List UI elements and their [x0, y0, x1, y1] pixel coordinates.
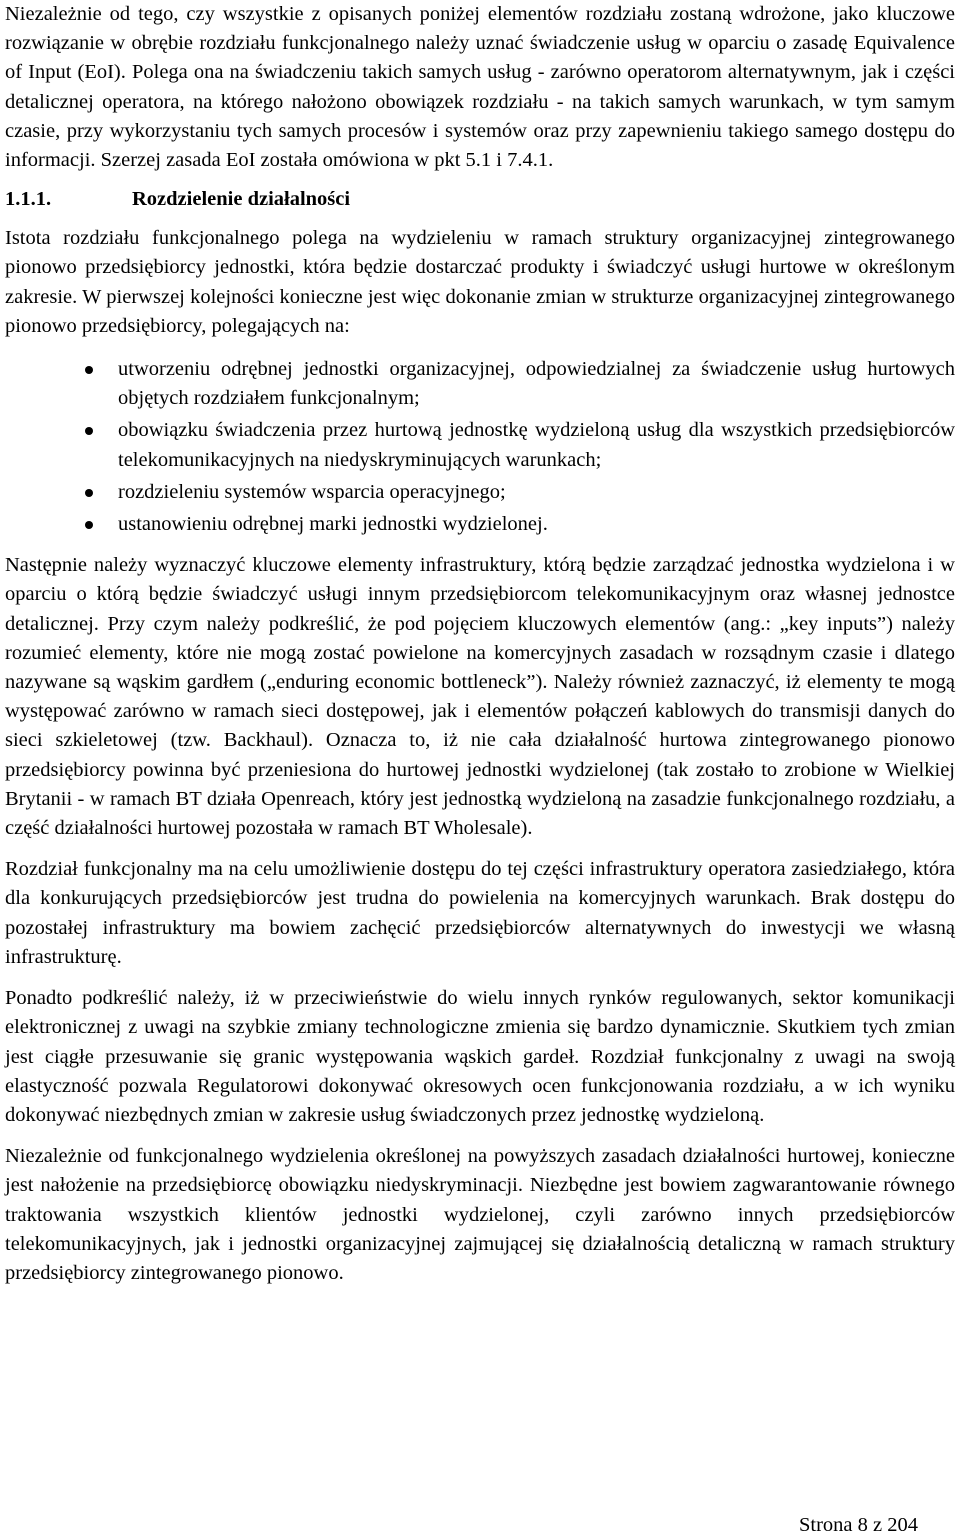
- paragraph-key-inputs: Następnie należy wyznaczyć kluczowe elementy infrastruktury, którą będzie zarządzać jednostka wydzielona i w oparciu o którą będzie świadczyć usługi innym przedsiębiorcom telekomunikacyjnym oraz własnej jednostce detalicznej. Przy czym należy podkreślić, że pod pojęciem kluczowych elementów (ang.: „key inputs”) należy rozumieć elementy, które nie mogą zostać powielone na komercyjnych zasadach w rozsądnym czasie i dlatego nazywane są wąskim gardłem („enduring economic bottleneck”). Należy również zaznaczyć, iż elementy te mogą występować zarówno w ramach sieci dostępowej, jak i elementów połączeń kablowych do transmisji danych do sieci szkieletowej (tzw. Backhaul). Oznacza to, iż nie cała działalność hurtowa zintegrowanego pionowo przedsiębiorcy powinna być przeniesiona do hurtowej jednostki wydzielonej (tak zostało to zrobione w Wielkiej Brytanii - w ramach BT działa Openreach, który jest jednostką wydzieloną na zasadzie funkcjonalnego rozdziału, a część działalności hurtowej pozostała w ramach BT Wholesale).: [5, 554, 955, 840]
- list-item-text: rozdzieleniu systemów wsparcia operacyjnego;: [118, 480, 506, 503]
- list-item: [5, 478, 955, 507]
- bullet-icon: [85, 489, 93, 497]
- list-item: [5, 355, 955, 413]
- list-item-text: obowiązku świadczenia przez hurtową jednostkę wydzieloną usług dla wszystkich przedsiębiorców telekomunikacyjnych na niedyskryminujących warunkach;: [118, 419, 955, 471]
- list-item-text: ustanowieniu odrębnej marki jednostki wydzielonej.: [118, 513, 548, 536]
- paragraph-infrastructure-access: Rozdział funkcjonalny ma na celu umożliwienie dostępu do tej części infrastruktury operatora zasiedziałego, która dla konkurujących przedsiębiorców jest trudna do powielenia na komercyjnych warunkach. Brak dostępu do pozostałej infrastruktury ma bowiem zachęcić przedsiębiorców alternatywnych do inwestycji we własną infrastrukturę.: [5, 858, 955, 968]
- section-number: 1.1.1.: [5, 188, 52, 211]
- list-item-text: utworzeniu odrębnej jednostki organizacyjnej, odpowiedzialnej za świadczenie usług hurtowych objętych rozdziałem funkcjonalnym;: [118, 358, 955, 410]
- paragraph-separation-essence: Istota rozdziału funkcjonalnego polega na wydzieleniu w ramach struktury organizacyjnej zintegrowanego pionowo przedsiębiorcy jednostki, która będzie dostarczać produkty i świadczyć usługi hurtowe w określonym zakresie. W pierwszej kolejności konieczne jest więc dokonanie zmian w strukturze organizacyjnej zintegrowanego pionowo przedsiębiorcy, polegających na:: [5, 227, 955, 337]
- paragraph-non-discrimination: Niezależnie od funkcjonalnego wydzielenia określonej na powyższych zasadach działalności hurtowej, konieczne jest nałożenie na przedsiębiorcę obowiązku niedyskryminacji. Niezbędne jest bowiem zagwarantowanie równego traktowania wszystkich klientów jednostki wydzielonej, czyli zarówno innych przedsiębiorców telekomunikacyjnych, jak i jednostki organizacyjnej zajmującej się działalnością detaliczną w ramach struktury przedsiębiorcy zintegrowanego pionowo.: [5, 1145, 955, 1284]
- bullet-list: [5, 355, 955, 539]
- bullet-icon: [85, 366, 93, 374]
- paragraph-bottlenecks: Ponadto podkreślić należy, iż w przeciwieństwie do wielu innych rynków regulowanych, sektor komunikacji elektronicznej z uwagi na szybkie zmiany technologiczne zmienia się bardzo dynamicznie. Skutkiem tych zmian jest ciągłe przesuwanie się granic występowania wąskich gardeł. Rozdział funkcjonalny z uwagi na swoją elastyczność pozwala Regulatorowi dokonywać okresowych ocen funkcjonowania rozdziału, a w ich wyniku dokonywać niezbędnych zmian w zakresie usług świadczonych przez jednostkę wydzieloną.: [5, 987, 955, 1126]
- page-number: Strona 8 z 204: [799, 1514, 918, 1536]
- bullet-icon: [85, 427, 93, 435]
- paragraph-eoi-intro: Niezależnie od tego, czy wszystkie z opisanych poniżej elementów rozdziału zostaną wdrożone, jako kluczowe rozwiązanie w obrębie rozdziału funkcjonalnego należy uznać świadczenie usług w oparciu o zasadę Equivalence of Input (EoI). Polega ona na świadczeniu takich samych usług - zarówno operatorom alternatywnym, jak i części detalicznej operatora, na którego nałożono obowiązek rozdziału - na takich samych warunkach, w tym samym czasie, przy wykorzystaniu tych samych procesów i systemów oraz przy zapewnieniu takiego samego dostępu do informacji. Szerzej zasada EoI została omówiona w pkt 5.1 i 7.4.1.: [5, 3, 955, 172]
- section-title: Rozdzielenie działalności: [132, 188, 351, 211]
- bullet-icon: [85, 521, 93, 529]
- document-page: [5, 0, 955, 1288]
- section-heading: [5, 185, 955, 214]
- list-item: [5, 416, 955, 474]
- list-item: [5, 510, 955, 539]
